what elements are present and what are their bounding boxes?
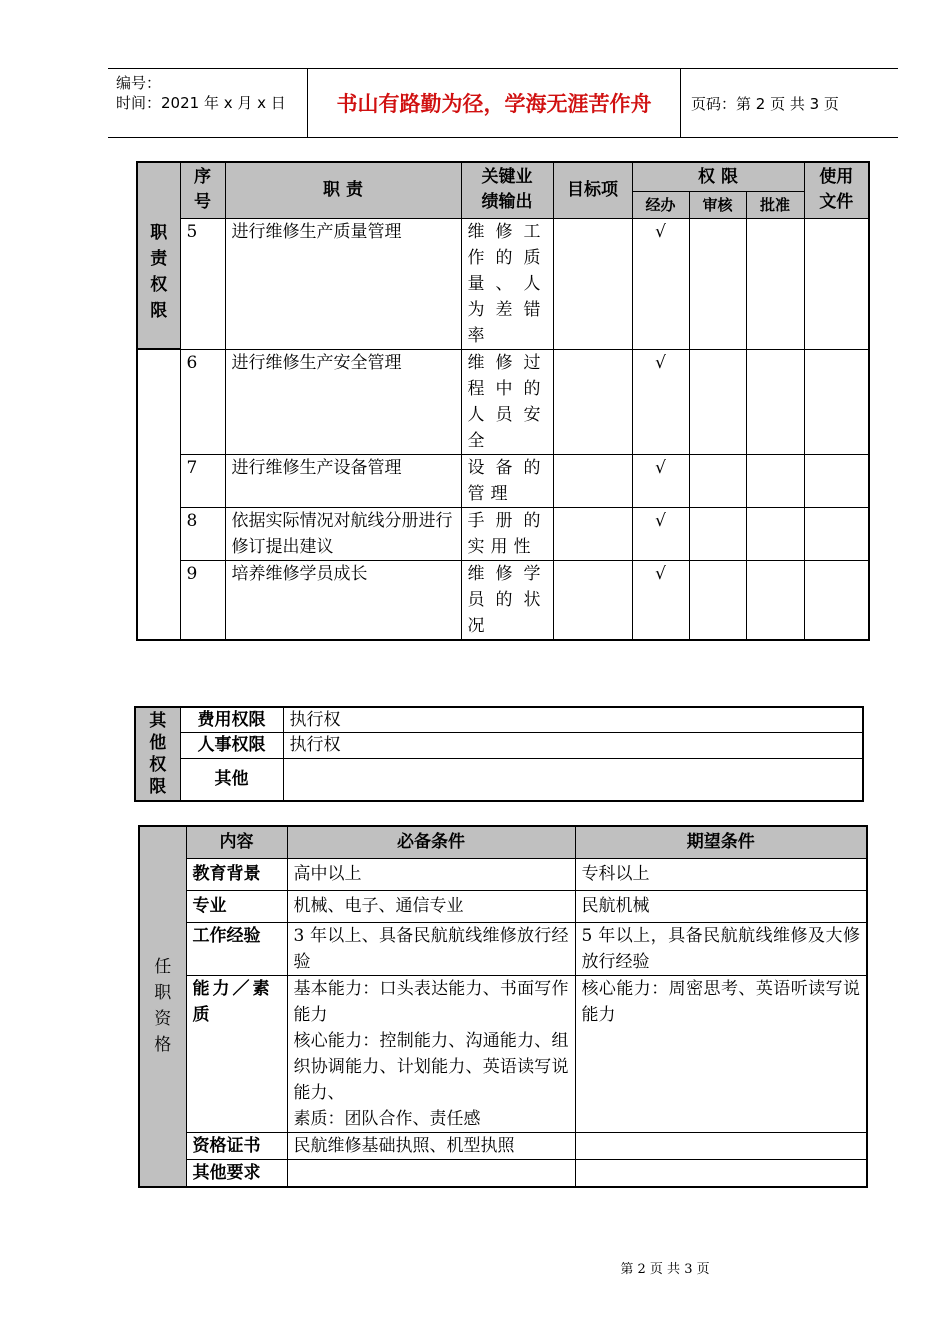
serial-label: 编号： [116,74,162,92]
qualify-row-expected [575,1159,867,1187]
qualify-side-label: 任 职 资 格 [139,826,186,1187]
header-meta [108,69,308,137]
table-row-handle: √ [632,507,689,560]
page-footer: 第 2 页 共 3 页 [620,1262,710,1277]
header-page: 页码：第 2 页 共 3 页 [691,94,839,113]
time-label: 时间：2021 年 x 月 x 日 [116,94,286,112]
col-doc: 使用 文件 [804,162,869,218]
col-review: 审核 [689,191,746,218]
qualify-row-label: 能力／素质 [186,975,287,1132]
qualify-row-required: 机械、电子、通信专业 [287,890,575,922]
table-row-seq: 5 [180,218,225,349]
col-handle: 经办 [632,191,689,218]
table-row-duty: 进行维修生产设备管理 [225,454,461,507]
col-duty: 职 责 [225,162,461,218]
page-header [108,68,898,138]
other-side-label: 其 他 权 限 [135,707,180,801]
table-row-seq: 6 [180,349,225,454]
table-row-output: 设备的管理 [461,454,553,507]
other-authority-table [134,706,864,802]
table-row-handle: √ [632,349,689,454]
col-required: 必备条件 [287,826,575,858]
col-content: 内容 [186,826,287,858]
col-seq: 序 号 [180,162,225,218]
qualification-table [138,825,868,1188]
header-motto: 书山有路勤为径，学海无涯苦作舟 [308,69,681,137]
col-approve: 批准 [746,191,804,218]
qualify-row-required [287,1159,575,1187]
qualify-row-required: 高中以上 [287,858,575,890]
qualify-row-expected: 专科以上 [575,858,867,890]
other-row-value: 执行权 [283,733,863,758]
table-row-output: 维修过程中的人员安全 [461,349,553,454]
qualify-row-required: 3 年以上、具备民航航线维修放行经验 [287,922,575,975]
qualify-row-label: 专业 [186,890,287,922]
table-row-handle: √ [632,560,689,640]
table-row-seq: 9 [180,560,225,640]
qualify-row-required: 基本能力：口头表达能力、书面写作能力 核心能力：控制能力、沟通能力、组织协调能力、计划能力、英语读写说能力、 素质：团队合作、责任感 [287,975,575,1132]
duties-side-header [137,162,180,218]
table-row-handle: √ [632,454,689,507]
other-row-label: 其他 [180,758,283,801]
qualify-row-required: 民航维修基础执照、机型执照 [287,1132,575,1159]
table-row-output: 手册的实用性 [461,507,553,560]
col-authority: 权 限 [632,162,804,191]
table-row-seq: 8 [180,507,225,560]
table-row-duty: 依据实际情况对航线分册进行修订提出建议 [225,507,461,560]
other-row-value: 执行权 [283,707,863,733]
col-target: 目标项 [553,162,632,218]
other-row-label: 人事权限 [180,733,283,758]
duties-table [136,161,870,641]
qualify-row-expected: 核心能力：周密思考、英语听读写说能力 [575,975,867,1132]
col-expected: 期望条件 [575,826,867,858]
qualify-row-expected [575,1132,867,1159]
table-row-duty: 培养维修学员成长 [225,560,461,640]
qualify-row-expected: 民航机械 [575,890,867,922]
table-row-seq: 7 [180,454,225,507]
table-row-handle: √ [632,218,689,349]
qualify-row-label: 其他要求 [186,1159,287,1187]
qualify-row-label: 教育背景 [186,858,287,890]
qualify-row-label: 工作经验 [186,922,287,975]
other-row-value [283,758,863,801]
qualify-row-expected: 5 年以上，具备民航航线维修及大修放行经验 [575,922,867,975]
duties-side-label: 职 责 权 限 [137,218,180,349]
table-row-duty: 进行维修生产安全管理 [225,349,461,454]
table-row-output: 维修工作的质量、人为差错率 [461,218,553,349]
table-row-duty: 进行维修生产质量管理 [225,218,461,349]
table-row-output: 维修学员的状况 [461,560,553,640]
other-row-label: 费用权限 [180,707,283,733]
col-output: 关键业 绩输出 [461,162,553,218]
qualify-row-label: 资格证书 [186,1132,287,1159]
